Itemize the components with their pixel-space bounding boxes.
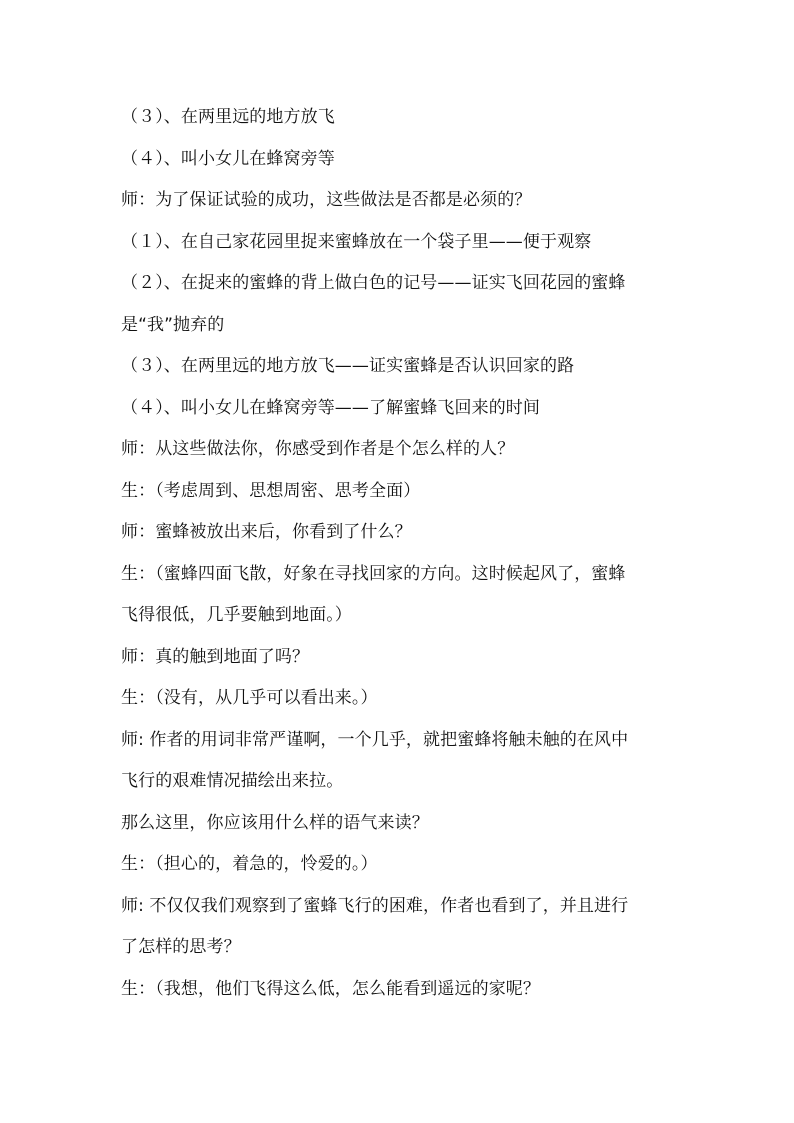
text-line: 师: 作者的用词非常严谨啊，一个几乎，就把蜜蜂将触未触的在风中 (121, 729, 629, 750)
text-line: 飞得很低，几乎要触到地面。） (121, 605, 352, 625)
text-line: 生：（我想，他们飞得这么低，怎么能看到遥远的家呢？ (121, 978, 540, 999)
text-line: 是“我”抛弃的 (121, 314, 225, 335)
text-line: 生：（没有，从几乎可以看出来。） (121, 688, 378, 708)
text-line: （４）、叫小女儿在蜂窝旁等——了解蜜蜂飞回来的时间 (121, 397, 540, 418)
text-line: 师：真的触到地面了吗？ (121, 646, 310, 667)
text-line: 师：为了保证试验的成功，这些做法是否都是必须的？ (121, 190, 532, 210)
document-body (121, 103, 681, 1016)
text-line: 飞行的艰难情况描绘出来拉。 (121, 771, 344, 791)
text-line: 师：从这些做法你，你感受到作者是个怎么样的人？ (121, 439, 515, 459)
text-line: （３）、在两里远的地方放飞 (121, 107, 335, 127)
text-line: （４）、叫小女儿在蜂窝旁等 (121, 148, 335, 169)
text-line: （３）、在两里远的地方放飞——证实蜜蜂是否认识回家的路 (121, 356, 575, 376)
text-line: 师：蜜蜂被放出来后，你看到了什么？ (121, 522, 412, 542)
text-line: 师: 不仅仅我们观察到了蜜蜂飞行的困难，作者也看到了，并且进行 (121, 895, 629, 916)
text-line: （１）、在自己家花园里捉来蜜蜂放在一个袋子里——便于观察 (121, 231, 592, 252)
text-line: 了怎样的思考？ (121, 937, 241, 957)
text-line: 那么这里，你应该用什么样的语气来读？ (121, 812, 429, 833)
text-line: 生：（蜜蜂四面飞散，好象在寻找回家的方向。这时候起风了，蜜蜂 (121, 563, 626, 584)
text-line: （２）、在捉来的蜜蜂的背上做白色的记号——证实飞回花园的蜜蜂 (121, 273, 626, 293)
text-line: 生：（担心的，着急的，怜爱的。） (121, 854, 378, 874)
text-line: 生：（考虑周到、思想周密、思考全面） (121, 480, 421, 501)
